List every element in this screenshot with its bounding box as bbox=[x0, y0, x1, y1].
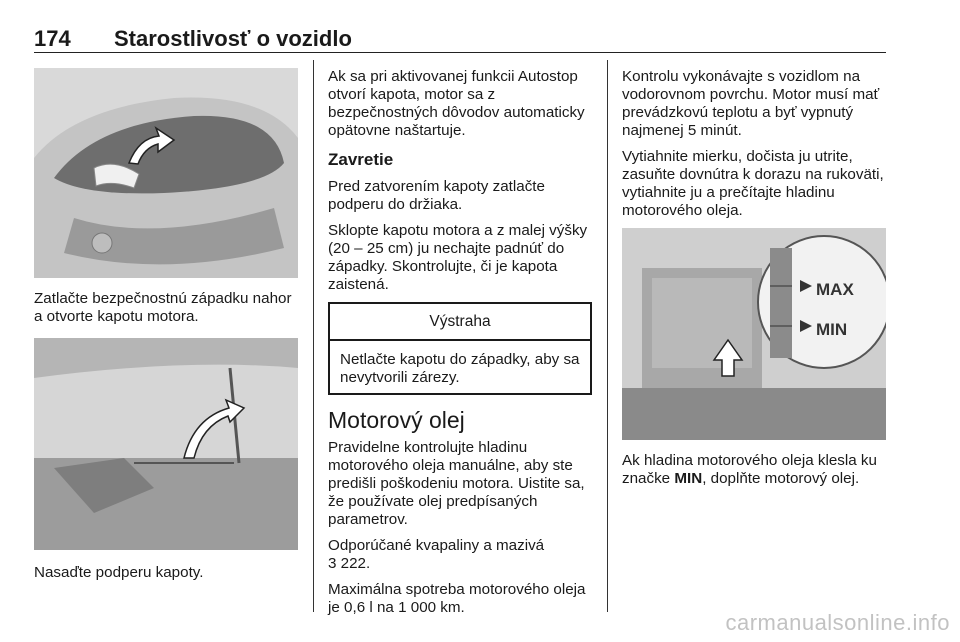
closing-paragraph-2: Sklopte kapotu motora a z malej výšky (20 – 25 cm) ju nechajte padnúť do západky. Skontrolujte, či je kapota zaistená. bbox=[328, 222, 588, 293]
min-mark-label: MIN bbox=[816, 320, 848, 339]
oil-paragraph-1: Pravidelne kontrolujte hladinu motorového oleja manuálne, aby ste predišli poškodeniu motora. Uistite sa, že používate olej predpísaných parametrov. bbox=[328, 439, 585, 528]
hood-latch-figure bbox=[34, 68, 298, 278]
closing-heading: Zavretie bbox=[328, 150, 394, 169]
caption-prop-hood: Nasaďte podperu kapoty. bbox=[34, 564, 204, 581]
closing-paragraph-1: Pred zatvorením kapoty zatlačte podperu do držiaka. bbox=[328, 178, 545, 213]
min-emphasis: MIN bbox=[674, 470, 703, 487]
column-divider-1 bbox=[313, 60, 314, 612]
oil-paragraph-2 bbox=[328, 537, 592, 573]
check-conditions-paragraph: Kontrolu vykonávajte s vozidlom na vodorovnom povrchu. Motor musí mať prevádzkovú teplotu a byť vypnutý najmenej 5 minút. bbox=[622, 68, 880, 139]
dipstick-figure bbox=[622, 228, 886, 440]
site-watermark: carmanualsonline.info bbox=[725, 610, 950, 635]
column-1 bbox=[34, 68, 298, 590]
caption-open-hood: Zatlačte bezpečnostnú západku nahor a otvorte kapotu motora. bbox=[34, 290, 292, 325]
page-number: 174 bbox=[34, 26, 71, 51]
column-2 bbox=[328, 68, 592, 625]
dipstick-procedure-paragraph: Vytiahnite mierku, dočista ju utrite, zasuňte dovnútra k dorazu na rukoväti, vytiahnite ju a prečítajte hladinu motorového oleja. bbox=[622, 148, 884, 219]
page-header bbox=[34, 26, 352, 52]
warning-box bbox=[328, 302, 592, 395]
recommended-fluids-text: Odporúčané kvapaliny a mazivá bbox=[328, 537, 545, 554]
chapter-title: Starostlivosť o vozidlo bbox=[114, 26, 352, 51]
column-3 bbox=[622, 68, 888, 496]
engine-oil-heading: Motorový olej bbox=[328, 407, 465, 433]
header-rule bbox=[34, 52, 886, 53]
oil-consumption-paragraph: Maximálna spotreba motorového oleja je 0,6 l na 1 000 km. bbox=[328, 581, 586, 616]
hood-prop-figure bbox=[34, 338, 298, 550]
oil-level-min-paragraph: Ak hladina motorového oleja klesla ku značke MIN, doplňte motorový olej. bbox=[622, 452, 877, 487]
page-reference-link[interactable]: 3 222. bbox=[328, 555, 371, 572]
autostop-paragraph: Ak sa pri aktivovanej funkcii Autostop otvorí kapota, motor sa z bezpečnostných dôvodov automaticky opätovne naštartuje. bbox=[328, 68, 585, 139]
warning-text: Netlačte kapotu do západky, aby sa nevytvorili zárezy. bbox=[340, 351, 580, 386]
warning-title: Výstraha bbox=[330, 304, 590, 341]
max-mark-label: MAX bbox=[816, 280, 854, 299]
column-divider-2 bbox=[607, 60, 608, 612]
